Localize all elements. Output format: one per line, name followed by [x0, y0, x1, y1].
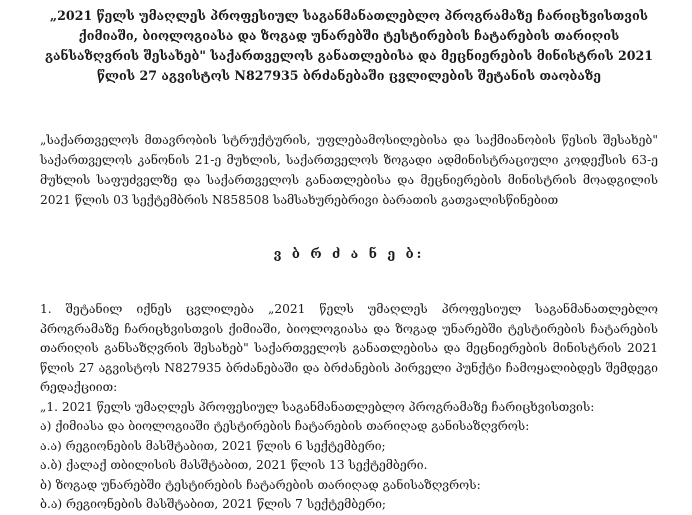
quoted-line: ბ) ზოგად უნარებში ტესტირების ჩატარების თარიღად განისაზღვროს:: [40, 477, 481, 492]
quoted-line: ა.ა) რეგიონების მასშტაბით, 2021 წლის 6 სექტემბერი;: [40, 438, 386, 453]
preamble-paragraph: „საქართველოს მთავრობის სტრუქტურის, უფლებამოსილებისა და საქმიანობის წესის შესახებ" საქართველოს კანონის 21-ე მუხლის, საქართველოს ზოგადი ადმინისტრაციული კოდექსის 63-ე მუხლის საფუძველზე და საქართველოს განათლებისა და მეცნიერების მინისტრის მოადგილის 2021 წლის 03 სექტემბრის N858508 სამსახურებრივი ბარათის გათვალისწინებით: [40, 133, 658, 207]
document-title: „2021 წელს უმაღლეს პროფესიულ საგანმანათლებლო პროგრამაზე ჩარიცხვისთვის ქიმიაში, ბიოლოგიასა და ზოგად უნარებში ტესტირების ჩატარების თარიღის განსაზღვრის შესახებ" საქართველოს განათლებისა და მეცნიერების მინისტრის 2021 წლის 27 აგვისტოს N827935 ბრძანებაში ცვლილების შეტანის თაობაზე: [44, 8, 654, 83]
paragraph-1: 1. შეტანილ იქნეს ცვლილება „2021 წელს უმაღლეს პროფესიულ საგანმანათლებლო პროგრამაზე ჩარიცხვისთვის ქიმიაში, ბიოლოგიასა და ზოგად უნარებში ტესტირების ჩატარების თარიღის განსაზღვრის შესახებ" საქართველოს განათლებისა და მეცნიერების მინისტრის 2021 წლის 27 აგვისტოს N827935 ბრძანებაში და ბრძანების პირველი პუნქტი ჩამოყალიბდეს შემდეგი რედაქციით:: [40, 302, 658, 394]
quoted-line: ა) ქიმიასა და ბიოლოგიაში ტესტირების ჩატარების თარიღად განისაზღვროს:: [40, 419, 530, 433]
quoted-line: „1. 2021 წელს უმაღლეს პროფესიულ საგანმანათლებლო პროგრამაზე ჩარიცხვისთვის:: [40, 399, 595, 414]
order-body: [40, 300, 658, 515]
quoted-line: ბ.ა) რეგიონების მასშტაბით, 2021 წლის 7 სექტემბერი;: [40, 497, 387, 511]
order-heading: ვ ბ რ ძ ა ნ ე ბ:: [273, 247, 425, 262]
quoted-line: ა.ბ) ქალაქ თბილისის მასშტაბით, 2021 წლის 13 სექტემბერი.: [40, 458, 428, 472]
